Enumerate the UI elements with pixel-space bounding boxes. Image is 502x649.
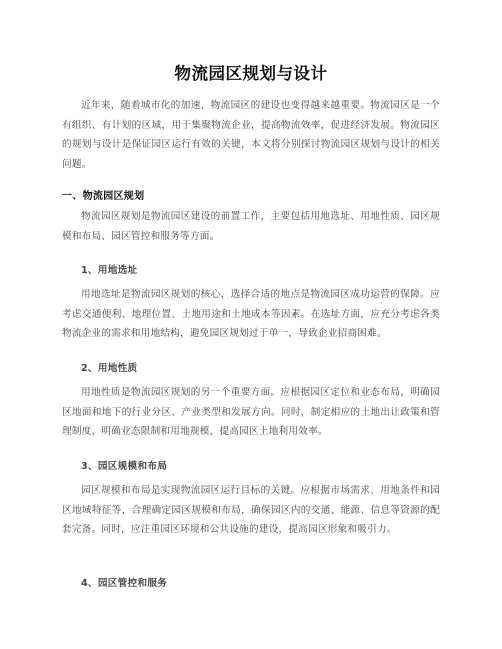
subsection-heading-land-use: 2、用地性质: [81, 363, 138, 374]
subsection-body-scale-layout: 园区规模和布局是实现物流园区运行目标的关键。应根据市场需求、用地条件和园区地域特征等，合理确定园区规模和布局，确保园区内的交通、能源、信息等资源的配套完备。同时，应注重园区环境和公共设施的建设，提高园区形象和吸引力。: [62, 485, 440, 535]
document-title: 物流园区规划与设计: [174, 64, 328, 83]
section-heading: 一、物流园区规划: [62, 191, 145, 202]
subsection-body-land-use: 用地性质是物流园区规划的另一个重要方面。应根据园区定位和业态布局，明确园区地面和地下的行业分区、产业类型和发展方向。同时，制定相应的土地出让政策和管理制度，明确业态限制和用地规模，提高园区土地利用效率。: [62, 387, 440, 437]
subsection-heading-scale-layout: 3、园区规模和布局: [81, 461, 168, 472]
subsection-heading-management-service: 4、园区管控和服务: [81, 578, 168, 589]
section-body: 物流园区规划是物流园区建设的前置工作，主要包括用地选址、用地性质、园区规模和布局、园区管控和服务等方面。: [62, 211, 440, 242]
subsection-heading-site-selection: 1、用地选址: [81, 265, 138, 276]
subsection-body-site-selection: 用地选址是物流园区规划的核心，选择合适的地点是物流园区成功运营的保障。应考虑交通便利、地理位置、土地用途和土地成本等因素。在选址方面，应充分考虑各类物流企业的需求和用地结构，避免园区规划过于单一，导致企业招商困难。: [62, 289, 440, 339]
intro-paragraph: 近年来，随着城市化的加速，物流园区的建设也变得越来越重要。物流园区是一个有组织、有计划的区域，用于集聚物流企业，提高物流效率，促进经济发展。物流园区的规划与设计是保证园区运行有效的关键，本文将分别探讨物流园区规划与设计的相关问题。: [62, 100, 440, 170]
